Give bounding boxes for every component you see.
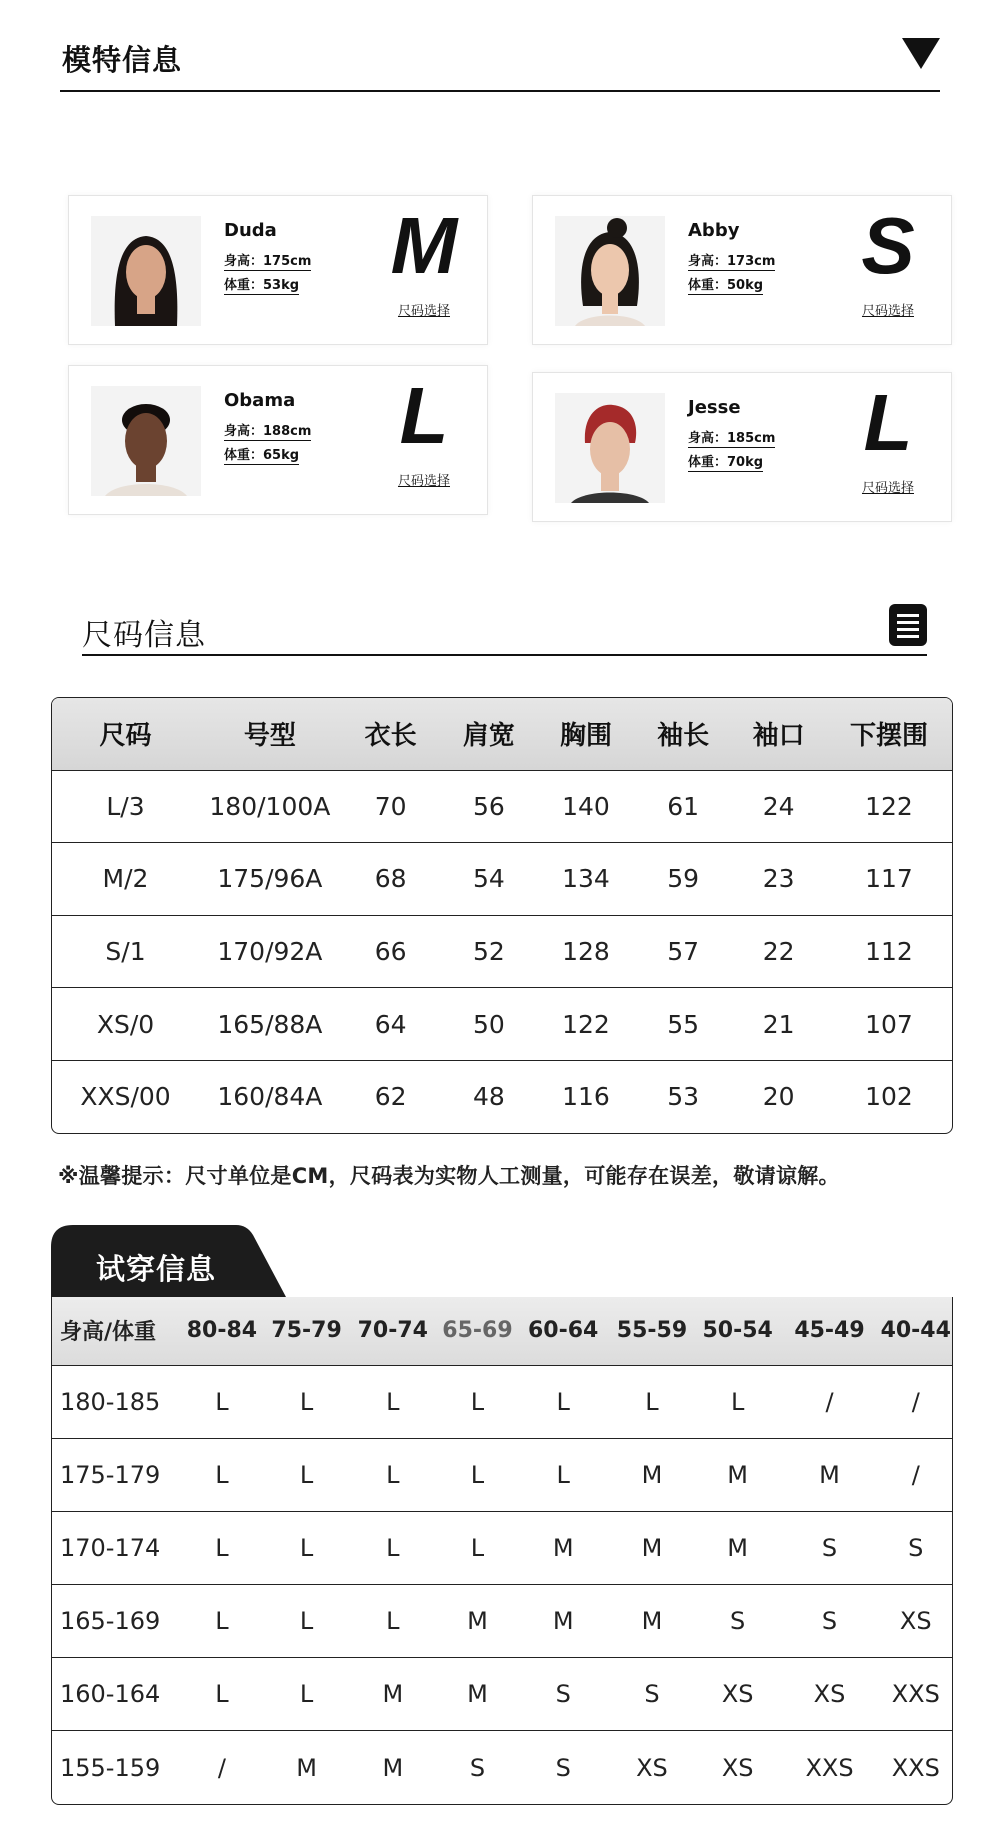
column-header: 80-84 — [186, 1318, 258, 1344]
table-cell: L — [470, 1533, 485, 1562]
tryon-table — [51, 1297, 953, 1805]
table-cell: L — [299, 1533, 314, 1562]
model-weight: 体重：70kg — [688, 451, 763, 472]
column-header: 袖长 — [657, 721, 710, 752]
row-label-cell: 165-169 — [60, 1607, 161, 1636]
table-cell: / — [825, 1387, 834, 1416]
notebook-icon — [889, 604, 927, 646]
model-info-title: 模特信息 — [62, 43, 183, 77]
table-cell: M — [467, 1607, 488, 1636]
table-cell: 54 — [472, 864, 505, 894]
table-cell: 70 — [374, 791, 407, 821]
table-cell: 55 — [667, 1009, 700, 1039]
table-cell: S — [908, 1533, 924, 1562]
column-header: 60-64 — [528, 1318, 599, 1344]
table-cell: 107 — [865, 1009, 913, 1039]
model-photo — [91, 386, 201, 496]
table-cell: 140 — [562, 791, 610, 821]
table-cell: / — [217, 1753, 226, 1782]
table-cell: 59 — [667, 864, 700, 894]
row-label-cell: 180-185 — [60, 1387, 161, 1416]
size-info-title: 尺码信息 — [82, 618, 206, 653]
model-size: M — [390, 201, 458, 290]
table-cell: M — [552, 1607, 574, 1636]
table-cell: L — [215, 1387, 229, 1416]
row-label-cell: L/3 — [106, 791, 145, 821]
table-cell: 61 — [667, 791, 700, 821]
table-cell: 170/92A — [217, 936, 323, 966]
table-cell: 53 — [667, 1082, 700, 1112]
table-cell: 62 — [374, 1082, 407, 1112]
column-header: 袖口 — [752, 721, 805, 752]
table-cell: XXS — [891, 1680, 940, 1709]
table-cell: 128 — [562, 936, 610, 966]
table-cell: M — [641, 1607, 663, 1636]
table-cell: / — [911, 1460, 920, 1489]
table-cell: 56 — [472, 791, 505, 821]
model-photo — [555, 393, 665, 503]
model-weight: 体重：65kg — [224, 444, 299, 465]
triangle-down-icon[interactable] — [902, 38, 940, 69]
column-header: 70-74 — [357, 1318, 428, 1344]
size-select-link[interactable]: 尺码选择 — [397, 474, 450, 489]
table-cell: L — [645, 1387, 659, 1416]
table-cell: 165/88A — [217, 1009, 323, 1039]
model-size: L — [399, 371, 449, 460]
table-cell: M — [727, 1460, 749, 1489]
table-cell: L — [470, 1387, 485, 1416]
table-cell: XS — [636, 1753, 668, 1782]
model-name: Duda — [224, 220, 277, 241]
table-cell: S — [821, 1607, 838, 1636]
table-row — [52, 1511, 952, 1584]
table-row — [52, 1060, 952, 1133]
table-cell: L — [215, 1680, 229, 1709]
table-cell: 21 — [762, 1009, 795, 1039]
model-photo — [555, 216, 665, 326]
table-cell: L — [386, 1607, 400, 1636]
table-cell: M — [641, 1533, 663, 1562]
table-cell: S — [555, 1753, 571, 1782]
table-cell: L — [215, 1460, 229, 1489]
row-label-cell: 170-174 — [60, 1533, 161, 1562]
table-cell: L — [299, 1387, 314, 1416]
table-header-row — [52, 698, 952, 770]
model-name: Jesse — [688, 397, 741, 418]
column-header: 50-54 — [702, 1318, 773, 1344]
model-info-header — [60, 28, 940, 92]
table-row — [52, 843, 952, 916]
column-header: 65-69 — [442, 1318, 513, 1344]
table-cell: L — [215, 1533, 229, 1562]
model-card-obama — [68, 365, 488, 515]
column-header: 胸围 — [559, 721, 612, 752]
table-cell: 122 — [865, 791, 913, 821]
table-cell: M — [296, 1753, 317, 1782]
row-label-cell: XS/0 — [96, 1009, 155, 1039]
model-height: 身高：188cm — [224, 420, 311, 441]
row-label-cell: 160-164 — [60, 1680, 161, 1709]
table-cell: L — [556, 1460, 570, 1489]
table-cell: M — [382, 1680, 404, 1709]
table-row — [52, 1365, 952, 1438]
table-cell: L — [299, 1607, 314, 1636]
column-header: 衣长 — [364, 721, 417, 752]
table-cell: 116 — [562, 1082, 610, 1112]
table-cell: L — [556, 1387, 570, 1416]
row-label-cell: XXS/00 — [80, 1082, 171, 1112]
table-cell: M — [727, 1533, 749, 1562]
portrait-icon — [555, 393, 665, 503]
column-header: 40-44 — [880, 1318, 951, 1344]
table-cell: L — [386, 1533, 400, 1562]
table-cell: 57 — [667, 936, 700, 966]
table-cell: 102 — [865, 1082, 913, 1112]
row-label-cell: 155-159 — [60, 1753, 161, 1782]
row-label-cell: 175-179 — [60, 1460, 161, 1489]
table-cell: M — [467, 1680, 488, 1709]
row-label-cell: S/1 — [105, 936, 146, 966]
table-cell: 64 — [374, 1009, 407, 1039]
table-cell: L — [299, 1680, 314, 1709]
model-card-jesse — [532, 372, 952, 522]
table-cell: M — [641, 1460, 663, 1489]
table-cell: L — [386, 1460, 400, 1489]
table-cell: 52 — [472, 936, 505, 966]
table-cell: 112 — [865, 936, 913, 966]
column-header: 下摆围 — [849, 721, 928, 752]
table-cell: XXS — [891, 1753, 940, 1782]
table-cell: 50 — [472, 1009, 505, 1039]
table-row — [52, 915, 952, 988]
table-cell: 175/96A — [217, 864, 323, 894]
table-cell: 180/100A — [209, 791, 331, 821]
model-card-abby — [532, 195, 952, 345]
model-size: S — [861, 201, 915, 290]
table-row — [52, 1658, 952, 1731]
portrait-icon — [91, 386, 201, 496]
size-select-link[interactable]: 尺码选择 — [861, 481, 914, 496]
portrait-icon — [555, 216, 665, 326]
model-weight: 体重：50kg — [688, 274, 763, 295]
model-size: L — [863, 378, 913, 467]
row-label-cell: M/2 — [102, 864, 149, 894]
table-cell: S — [644, 1680, 660, 1709]
table-cell: L — [730, 1387, 745, 1416]
model-photo — [91, 216, 201, 326]
table-row — [52, 1585, 952, 1658]
table-cell: XS — [899, 1607, 932, 1636]
table-cell: 22 — [762, 936, 795, 966]
table-cell: S — [469, 1753, 486, 1782]
table-cell: 48 — [472, 1082, 505, 1112]
table-row — [52, 770, 952, 843]
table-cell: XXS — [805, 1753, 854, 1782]
model-weight: 体重：53kg — [224, 274, 299, 295]
model-height: 身高：175cm — [224, 250, 311, 271]
column-header: 尺码 — [99, 721, 152, 752]
table-cell: 160/84A — [217, 1082, 323, 1112]
size-select-link[interactable]: 尺码选择 — [861, 304, 914, 319]
model-height: 身高：185cm — [688, 427, 775, 448]
table-cell: 134 — [562, 864, 610, 894]
table-cell: M — [819, 1460, 840, 1489]
table-cell: S — [730, 1607, 746, 1636]
table-row — [52, 988, 952, 1061]
table-cell: L — [299, 1460, 314, 1489]
model-name: Abby — [688, 220, 740, 241]
table-cell: XS — [813, 1680, 846, 1709]
model-height: 身高：173cm — [688, 250, 775, 271]
size-select-link[interactable]: 尺码选择 — [397, 304, 450, 319]
table-cell: 24 — [762, 791, 795, 821]
table-cell: L — [386, 1387, 400, 1416]
column-header: 身高/体重 — [60, 1320, 157, 1346]
table-cell: 68 — [374, 864, 407, 894]
divider — [82, 654, 927, 656]
table-cell: 122 — [562, 1009, 610, 1039]
table-cell: L — [470, 1460, 485, 1489]
size-info-header — [82, 600, 927, 660]
table-cell: 23 — [762, 864, 795, 894]
table-cell: 20 — [762, 1082, 795, 1112]
tryon-title: 试穿信息 — [96, 1252, 217, 1286]
table-cell: 117 — [865, 864, 913, 894]
column-header: 肩宽 — [462, 721, 515, 752]
column-header: 55-59 — [616, 1318, 688, 1344]
table-cell: XS — [721, 1680, 754, 1709]
table-cell: 66 — [374, 936, 407, 966]
size-notice: ※温馨提示：尺寸单位是CM，尺码表为实物人工测量，可能存在误差，敬请谅解。 — [58, 1164, 840, 1188]
column-header: 号型 — [243, 721, 296, 752]
column-header: 75-79 — [271, 1318, 342, 1344]
table-cell: L — [215, 1607, 229, 1636]
table-row — [52, 1731, 952, 1804]
table-cell: XS — [721, 1753, 754, 1782]
table-cell: S — [555, 1680, 571, 1709]
table-cell: / — [911, 1387, 920, 1416]
size-chart-table — [51, 697, 953, 1134]
column-header: 45-49 — [794, 1318, 865, 1344]
table-row — [52, 1438, 952, 1511]
table-cell: M — [552, 1533, 574, 1562]
table-header-row — [52, 1297, 952, 1365]
model-name: Obama — [224, 390, 296, 411]
portrait-icon — [91, 216, 201, 326]
tryon-tab — [51, 1225, 286, 1297]
table-cell: S — [821, 1533, 838, 1562]
model-card-duda — [68, 195, 488, 345]
table-cell: M — [382, 1753, 404, 1782]
